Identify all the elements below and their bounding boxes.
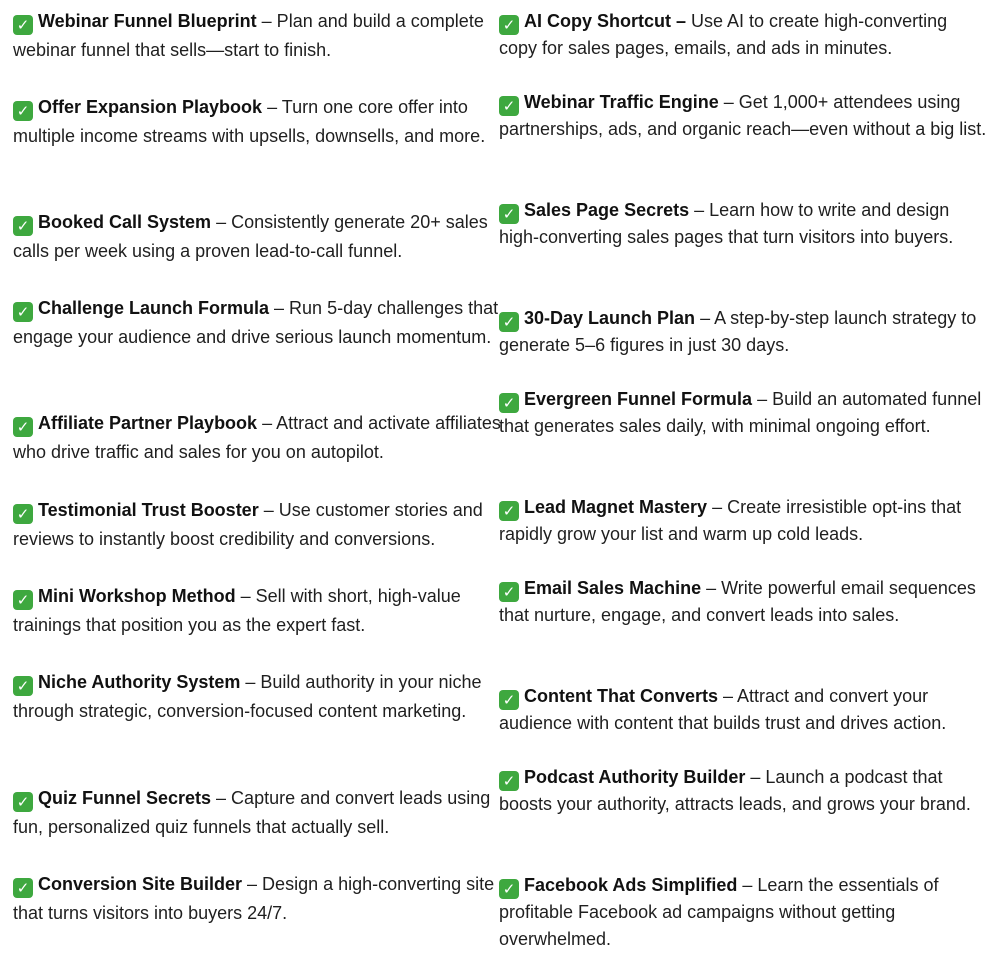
item-description: – Learn the essentials of profitable Facebook ad campaigns without getting overwhelmed. bbox=[499, 875, 939, 949]
item-description: – Create irresistible opt-ins that rapidly grow your list and warm up cold leads. bbox=[499, 497, 962, 544]
item-description: – Learn how to write and design high-converting sales pages that turn visitors into buyers. bbox=[499, 200, 954, 247]
list-item bbox=[13, 294, 503, 352]
list-item bbox=[13, 668, 503, 726]
item-description: – Capture and convert leads using fun, personalized quiz funnels that actually sell. bbox=[13, 788, 491, 837]
item-description: Use AI to create high-converting copy for sales pages, emails, and ads in minutes. bbox=[499, 11, 948, 58]
item-description: – Design a high-converting site that turns visitors into buyers 24/7. bbox=[13, 874, 495, 923]
list-item bbox=[13, 409, 503, 467]
item-title: Offer Expansion Playbook bbox=[38, 97, 263, 117]
item-title: Niche Authority System bbox=[38, 672, 241, 692]
check-mark-icon: ✓ bbox=[499, 312, 519, 332]
item-description: – Attract and activate affiliates who drive traffic and sales for you on autopilot. bbox=[13, 413, 501, 462]
list-item bbox=[13, 93, 503, 151]
item-title: Booked Call System bbox=[38, 212, 212, 232]
list-item bbox=[499, 386, 989, 440]
check-mark-icon: ✓ bbox=[13, 504, 33, 524]
item-title: Testimonial Trust Booster bbox=[38, 500, 259, 520]
list-item bbox=[13, 582, 503, 640]
list-item bbox=[499, 89, 989, 143]
item-description: – Attract and convert your audience with content that builds trust and drives action. bbox=[499, 686, 947, 733]
check-mark-icon: ✓ bbox=[13, 417, 33, 437]
item-description: – Build authority in your niche through strategic, conversion-focused content marketing. bbox=[13, 672, 482, 721]
list-item bbox=[499, 764, 989, 818]
item-title: Quiz Funnel Secrets bbox=[38, 788, 212, 808]
check-mark-icon: ✓ bbox=[13, 302, 33, 322]
check-mark-icon: ✓ bbox=[13, 676, 33, 696]
item-description: – Build an automated funnel that generates sales daily, with minimal ongoing effort. bbox=[499, 389, 982, 436]
item-description: – Plan and build a complete webinar funnel that sells—start to finish. bbox=[13, 11, 484, 60]
list-item bbox=[499, 683, 989, 737]
check-mark-icon: ✓ bbox=[499, 501, 519, 521]
item-description: – Turn one core offer into multiple income streams with upsells, downsells, and more. bbox=[13, 97, 486, 146]
list-item bbox=[13, 784, 503, 842]
list-item bbox=[499, 872, 989, 953]
list-item bbox=[13, 870, 503, 928]
item-title: Email Sales Machine bbox=[524, 578, 702, 598]
check-mark-icon: ✓ bbox=[499, 582, 519, 602]
item-title: Lead Magnet Mastery bbox=[524, 497, 708, 517]
check-mark-icon: ✓ bbox=[499, 15, 519, 35]
check-mark-icon: ✓ bbox=[13, 590, 33, 610]
check-mark-icon: ✓ bbox=[499, 393, 519, 413]
item-description: – Run 5-day challenges that engage your audience and drive serious launch momentum. bbox=[13, 298, 499, 347]
list-item bbox=[499, 197, 989, 251]
item-title: 30-Day Launch Plan bbox=[524, 308, 696, 328]
check-mark-icon: ✓ bbox=[499, 771, 519, 791]
item-title: Webinar Funnel Blueprint bbox=[38, 11, 257, 31]
list-item bbox=[499, 305, 989, 359]
item-title: Challenge Launch Formula bbox=[38, 298, 270, 318]
list-item bbox=[499, 575, 989, 629]
check-mark-icon: ✓ bbox=[13, 15, 33, 35]
check-mark-icon: ✓ bbox=[499, 879, 519, 899]
check-mark-icon: ✓ bbox=[499, 96, 519, 116]
item-title: Facebook Ads Simplified bbox=[524, 875, 738, 895]
item-description: – Use customer stories and reviews to instantly boost credibility and conversions. bbox=[13, 500, 483, 549]
item-description: – Consistently generate 20+ sales calls per week using a proven lead-to-call funnel. bbox=[13, 212, 488, 261]
item-description: – A step-by-step launch strategy to generate 5–6 figures in just 30 days. bbox=[499, 308, 977, 355]
check-mark-icon: ✓ bbox=[13, 216, 33, 236]
item-title: Sales Page Secrets bbox=[524, 200, 690, 220]
item-title: AI Copy Shortcut – bbox=[524, 11, 687, 31]
check-mark-icon: ✓ bbox=[13, 878, 33, 898]
item-title: Content That Converts bbox=[524, 686, 719, 706]
item-title: Mini Workshop Method bbox=[38, 586, 236, 606]
item-description: – Launch a podcast that boosts your authority, attracts leads, and grows your brand. bbox=[499, 767, 971, 814]
item-title: Podcast Authority Builder bbox=[524, 767, 746, 787]
item-title: Affiliate Partner Playbook bbox=[38, 413, 258, 433]
list-item bbox=[13, 7, 503, 65]
item-description: – Sell with short, high-value trainings that position you as the expert fast. bbox=[13, 586, 461, 635]
item-description: – Get 1,000+ attendees using partnerships, ads, and organic reach—even without a big list. bbox=[499, 92, 987, 139]
list-item bbox=[13, 208, 503, 266]
check-mark-icon: ✓ bbox=[499, 690, 519, 710]
list-item bbox=[499, 494, 989, 548]
item-description: – Write powerful email sequences that nurture, engage, and convert leads into sales. bbox=[499, 578, 976, 625]
list-item bbox=[13, 496, 503, 554]
check-mark-icon: ✓ bbox=[13, 101, 33, 121]
item-title: Evergreen Funnel Formula bbox=[524, 389, 753, 409]
check-mark-icon: ✓ bbox=[13, 792, 33, 812]
check-mark-icon: ✓ bbox=[499, 204, 519, 224]
list-item bbox=[499, 8, 989, 62]
item-title: Conversion Site Builder bbox=[38, 874, 243, 894]
item-title: Webinar Traffic Engine bbox=[524, 92, 719, 112]
